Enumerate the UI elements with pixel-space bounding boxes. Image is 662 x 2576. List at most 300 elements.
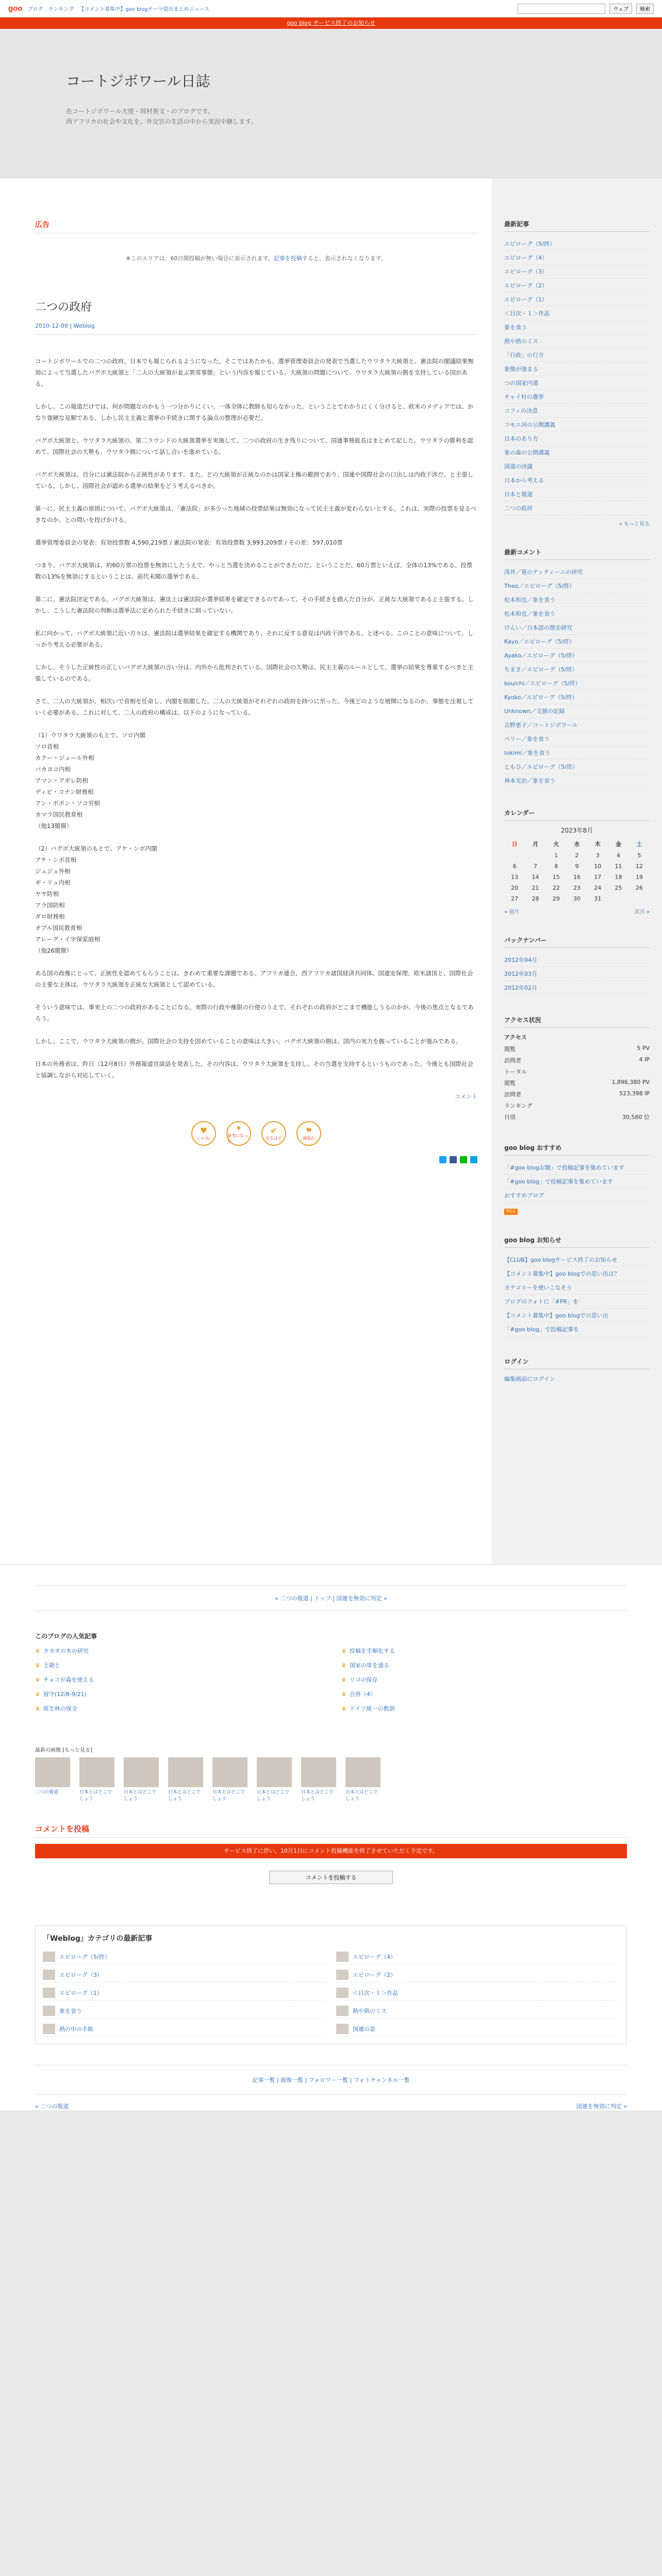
- recent-entry[interactable]: 熱や熱のミス: [504, 334, 650, 348]
- thumb-title: 二つの報道: [35, 1790, 59, 1795]
- comment-button-wrap: [35, 1871, 627, 1884]
- category-entry-thumb: [43, 2006, 55, 2016]
- cal-day: 9: [575, 863, 579, 870]
- entry-paragraph: つまり、バグボ大統領は、約60万票の投票を無効にしたうえで、やっと当選を決めることができたのだ。ということだ。60万票といえば、全体の13%である。投票数の13%を無効にするということは、前代未聞の選挙である。: [35, 562, 473, 580]
- cabinet-member: ヤヤ防相: [35, 890, 59, 897]
- recent-entry[interactable]: 「行政」の行方: [504, 348, 650, 362]
- crown-icon: ♛: [35, 1662, 40, 1669]
- comment-link[interactable]: コメント: [455, 1093, 477, 1100]
- thumb-title: 日本とはどこでしょう: [257, 1790, 290, 1802]
- blog-description: [66, 106, 662, 127]
- popular-item[interactable]: [35, 1673, 321, 1686]
- entry-category[interactable]: Weblog: [73, 323, 95, 329]
- service-notice-bar: [0, 18, 662, 29]
- thumb-title: 日本とはどこでしょう: [212, 1790, 245, 1802]
- cal-day: 2: [575, 852, 579, 859]
- image-thumb[interactable]: [345, 1757, 380, 1803]
- entry-date: 2010-12-09: [35, 323, 68, 329]
- prev-entry-link[interactable]: « 二つの報道: [35, 2103, 69, 2110]
- recommend-heading: goo blog おすすめ: [504, 1143, 650, 1156]
- cabinet-b-list: [35, 843, 477, 956]
- backnumber-item[interactable]: 2012年03月: [504, 967, 650, 981]
- cal-day: 22: [552, 885, 560, 891]
- recent-comment[interactable]: 松本和也／象を食う: [504, 607, 650, 621]
- category-entry[interactable]: [336, 1968, 619, 1982]
- category-entry[interactable]: [336, 1950, 619, 1964]
- cabinet-member: ソロ首相: [35, 743, 59, 750]
- content-wrap: [0, 178, 662, 1564]
- main-column: [0, 178, 492, 1564]
- recent-comment[interactable]: 神本光治／象を食う: [504, 774, 650, 788]
- search-button[interactable]: 検索: [636, 4, 654, 14]
- news-item[interactable]: 【コメント募集中】goo blogでの思い出は？: [504, 1267, 650, 1281]
- category-entry-label: 熱や熱のミス: [353, 2008, 387, 2014]
- news-block: [504, 1235, 650, 1336]
- line-share-icon[interactable]: [460, 1156, 467, 1163]
- recent-comment[interactable]: ちまき／エピローグ（5/終）: [504, 663, 650, 676]
- thumb-image: [124, 1757, 159, 1787]
- recent-entries-heading: 最新記事: [504, 219, 650, 232]
- recent-comment[interactable]: Ayako／エピローグ（5/終）: [504, 649, 650, 663]
- cabinet-member: アン・ボボン・ソコ労相: [35, 800, 100, 807]
- recent-more-link[interactable]: » もっと見る: [619, 521, 650, 527]
- access-row-value: 30,580 位: [622, 1114, 650, 1121]
- image-thumb[interactable]: [212, 1757, 247, 1803]
- ad-text-before: ※このエリアは、60日間投稿が無い場合に表示されます。: [126, 255, 274, 262]
- news-item[interactable]: カテゴリーを使いこなそう: [504, 1281, 650, 1295]
- goo-link-blog[interactable]: ブログ: [27, 7, 43, 12]
- image-thumb[interactable]: [301, 1757, 336, 1803]
- image-thumb[interactable]: [35, 1757, 70, 1803]
- ad-text: [35, 254, 477, 262]
- calendar-prev-link[interactable]: « 前月: [504, 909, 520, 915]
- cabinet-member: ディビ・コナン財務相: [35, 788, 94, 795]
- cabinet-member: アケ・ンボ首相: [35, 856, 77, 863]
- crown-icon: ♛: [35, 1648, 40, 1654]
- thumb-title: 日本とはどこでしょう: [301, 1790, 334, 1802]
- cabinet-member: アレーグ・イ宇保家庭相: [35, 936, 101, 943]
- lower-section: [0, 1564, 662, 2110]
- thumb-image: [301, 1757, 336, 1787]
- popular-item[interactable]: [341, 1702, 627, 1715]
- popular-item-label: 留守(12/8-9/21): [43, 1691, 87, 1698]
- backnumber-item[interactable]: 2012年04月: [504, 953, 650, 967]
- recent-comment[interactable]: Unknown／支援の記録: [504, 704, 650, 718]
- recent-entry[interactable]: エピローグ（3）: [504, 265, 650, 279]
- access-row-label: 訪問者: [504, 1091, 521, 1098]
- ad-title: 広告: [35, 219, 477, 233]
- cal-day: 20: [511, 885, 519, 891]
- entry-paragraph: バグボ大統領と、ウワタラ大統領の、第二ラウンドの大統領選挙を実施して、二つの政府の生き残りについて、国連事務総長はまとめて記した。ウワタラの勝利を認めて、国際社会の大勢も、ウワタラ側について話し合いを進めている。: [35, 437, 473, 455]
- rss-icon[interactable]: RSS: [504, 1209, 518, 1215]
- cal-weekday: 日: [511, 841, 518, 848]
- thumb-image: [212, 1757, 247, 1787]
- cal-day: 29: [552, 895, 560, 902]
- cal-day: 18: [615, 874, 622, 880]
- access-row: [504, 1111, 650, 1123]
- category-entry-label: エピローグ（2）: [353, 1972, 396, 1978]
- cal-day: 30: [573, 895, 581, 902]
- recent-entry[interactable]: 象を食う: [504, 320, 650, 334]
- cal-weekday: 金: [616, 841, 622, 848]
- category-entry-thumb: [43, 1970, 55, 1980]
- recent-entry[interactable]: ＜目次・１＞作品: [504, 307, 650, 320]
- news-heading: goo blog お知らせ: [504, 1235, 650, 1248]
- cal-day: 25: [615, 885, 622, 891]
- popular-item-label: 原生林の保全: [43, 1705, 77, 1712]
- cabinet-member: （他26閣僚）: [35, 947, 73, 954]
- news-item[interactable]: 【コメント募集中】goo blogでの思い出: [504, 1309, 650, 1323]
- recent-entry[interactable]: コモエ河の公開講義: [504, 418, 650, 432]
- goo-links: [28, 5, 210, 12]
- recent-entry[interactable]: 象徴が強まる: [504, 362, 650, 376]
- entry-title[interactable]: 二つの政府: [35, 301, 92, 314]
- ad-post-link[interactable]: 記事を投稿: [273, 255, 302, 262]
- cal-day: 6: [512, 863, 517, 870]
- recent-entry[interactable]: エピローグ（2）: [504, 279, 650, 293]
- crown-icon: ♛: [341, 1691, 346, 1698]
- category-entry-thumb: [336, 1988, 349, 1998]
- thumb-image: [345, 1757, 380, 1787]
- cal-day: 11: [615, 863, 622, 870]
- crown-icon: ♛: [341, 1648, 346, 1654]
- cal-day: 10: [594, 863, 602, 870]
- recent-entry[interactable]: 日本と報道: [504, 487, 650, 501]
- cal-day: 8: [554, 863, 558, 870]
- crown-icon: ♛: [341, 1705, 346, 1712]
- backnumber-item[interactable]: 2012年02月: [504, 981, 650, 995]
- cal-day: 13: [511, 874, 519, 880]
- popular-item-label: ドイツ統一の教訓: [349, 1705, 395, 1712]
- goo-link-ranking[interactable]: ランキング: [48, 7, 74, 12]
- cal-day: 23: [573, 885, 581, 891]
- entry-meta: 2010-12-09 | Weblog: [35, 323, 477, 335]
- recent-comment[interactable]: Theo／エピローグ（5/終）: [504, 579, 650, 593]
- thumb-image: [79, 1757, 114, 1787]
- cal-weekday: 水: [574, 841, 580, 848]
- image-thumb[interactable]: [168, 1757, 203, 1803]
- popular-item[interactable]: [341, 1659, 627, 1671]
- popular-item[interactable]: [341, 1673, 627, 1686]
- cabinet-member: アラ国防相: [35, 902, 65, 909]
- entry-paragraph: 私に向かって、バグボ大統領に近い方々は、憲法院は選挙結果を確定する機関であり、それに反する意見は内政干渉である、と述べる。このことの意味について、しっかり考える必要がある。: [35, 630, 474, 648]
- cabinet-a-head: （1）ウワタラ大統領のもとで、ソロ内閣: [35, 732, 145, 739]
- next-entry-link[interactable]: 国連を無効に判定 »: [576, 2103, 627, 2110]
- access-row-label: 訪問者: [504, 1057, 521, 1064]
- popular-item-label: リゴの保存: [349, 1676, 378, 1683]
- recommend-list: [504, 1161, 650, 1202]
- entry-pager[interactable]: « 二つの報道 | トップ | 国連を無効に判定 »: [35, 1585, 627, 1611]
- category-entry[interactable]: [43, 1950, 326, 1964]
- image-thumb[interactable]: [124, 1757, 159, 1803]
- category-entry-label: 象を食う: [59, 2008, 82, 2014]
- reaction-row: [35, 1121, 477, 1146]
- access-row: [504, 1100, 650, 1111]
- cal-weekday: 木: [594, 841, 601, 848]
- access-row-value: 4 IP: [639, 1056, 650, 1063]
- login-block: [504, 1357, 650, 1383]
- entry-paragraph: しかし、ここで、ウワタラ大統領の側が、国際社会の支持を固めていることの意味は大きい。バグボ大統領の側は、国内の実力を握っていることが強みである。: [35, 1038, 462, 1045]
- recent-entry[interactable]: コフィの決意: [504, 404, 650, 418]
- reaction-label: 参考になった: [227, 1133, 248, 1144]
- thumb-title: 日本とはどこでしょう: [124, 1790, 157, 1802]
- recent-entry[interactable]: つの国家内道: [504, 376, 650, 390]
- category-entry-thumb: [336, 2006, 349, 2016]
- popular-item-label: 投稿を手順化する: [349, 1648, 395, 1654]
- category-entry[interactable]: [336, 2022, 619, 2037]
- facebook-share-icon[interactable]: [450, 1156, 457, 1163]
- access-row-value: 1,896,380 PV: [611, 1079, 650, 1086]
- access-row-label: 閲覧: [504, 1046, 516, 1053]
- access-row: [504, 1066, 650, 1077]
- latest-images: [35, 1757, 627, 1803]
- access-row-label: ランキング: [504, 1103, 533, 1109]
- category-entry-thumb: [43, 2024, 55, 2034]
- crown-icon: ♛: [35, 1705, 40, 1712]
- backnumber-list: [504, 953, 650, 995]
- access-row-label: 閲覧: [504, 1080, 516, 1087]
- ad-text-after: すると、表示されなくなります。: [302, 255, 387, 262]
- cabinet-member: オブル国民教育相: [35, 924, 82, 931]
- category-entry[interactable]: [336, 2004, 619, 2019]
- backnumbers: [504, 936, 650, 995]
- recommend-item[interactable]: 「#goo blog」で投稿記事を集めています: [504, 1175, 650, 1189]
- cabinet-a-list: [35, 730, 477, 832]
- access-row-label: トータル: [504, 1069, 527, 1075]
- recent-comment[interactable]: Kayo／エピローグ（5/終）: [504, 635, 650, 649]
- popular-item[interactable]: [35, 1659, 321, 1671]
- access-row-label: 日別: [504, 1114, 516, 1121]
- access-row-value: 5 PV: [637, 1045, 650, 1052]
- twitter-share-icon[interactable]: [439, 1156, 446, 1163]
- entry-paragraph: そういう意味では、事実上の二つの政府があることになる。実際の行政や権限の行使のうえで、それぞれの政府がどこまで機能しうるのかが、今後の焦点となるであろう。: [35, 1004, 474, 1022]
- entry-paragraph: 選挙管理委員会の発表：有効投票数 4,590,219票 / 憲法院の発表：有効投票数 3,993,209票 / その差：597,010票: [35, 539, 343, 546]
- cal-day: 7: [533, 863, 537, 870]
- popular-item[interactable]: [35, 1702, 321, 1715]
- popular-item-label: 国家の扉を通る: [349, 1662, 389, 1669]
- reaction-button[interactable]: [226, 1121, 251, 1146]
- entry-paragraph: 第二に、憲法院決定である。バグボ大統領は、憲法上は憲法院が選挙結果を確定できるのであって、その手続きを踏んだ自分が、正統な大統領であると主張する。しかし、こうした憲法院の判断は選挙法に定められた手続きに則っていない。: [35, 596, 474, 614]
- recent-comment[interactable]: ベリー／象を食う: [504, 732, 650, 746]
- cal-day: 3: [595, 852, 600, 859]
- cal-weekday: 土: [636, 841, 642, 848]
- category-entry-thumb: [336, 1970, 349, 1980]
- category-latest-heading: 「Weblog」カテゴリの最新記事: [43, 1935, 153, 1943]
- goo-link-news[interactable]: 【コメント募集中】goo blogテーマ提出まとめニュース: [79, 7, 210, 12]
- reaction-button[interactable]: [296, 1121, 321, 1146]
- recent-comment[interactable]: 吉野恵子／コートジボワール: [504, 718, 650, 732]
- cal-weekday: 火: [553, 841, 559, 848]
- post-comment-button[interactable]: コメントを投稿する: [269, 1871, 393, 1884]
- image-thumb[interactable]: [257, 1757, 292, 1803]
- thumb-title: 日本とはどこでしょう: [168, 1790, 201, 1802]
- footer-nav[interactable]: 記事一覧 | 画像一覧 | フォロワー一覧 | フォトチャンネル一覧: [35, 2065, 627, 2095]
- crown-icon: ♛: [341, 1662, 346, 1669]
- access-heading: アクセス状況: [504, 1015, 650, 1028]
- calendar-month: 2023年8月: [560, 827, 593, 834]
- recent-comments-list: [504, 565, 650, 788]
- category-entry[interactable]: [336, 1986, 619, 2001]
- popular-item[interactable]: [35, 1688, 321, 1700]
- recent-comment[interactable]: 浅井／夏のティティーニの研究: [504, 565, 650, 579]
- thumb-title: 日本とはどこでしょう: [345, 1790, 378, 1802]
- cal-day: 27: [511, 895, 519, 902]
- cal-weekday: 月: [532, 841, 538, 848]
- access-row: [504, 1089, 650, 1100]
- category-entry-thumb: [336, 2024, 349, 2034]
- entry-paragraph: コートジボワールでの二つの政府。日本でも報じられるようになった。そこではあたかも、選挙管理委員会の発表で当選したウワタラ大統領と、憲法院の閣議結果無効によって当選したバグボ大統領と「二人の大統領が並ぶ異常事態」という内容を報じている。大統領の問題について、ウワタラ大統領の側を支持している国がある。: [35, 358, 474, 387]
- cal-day: 15: [552, 874, 560, 880]
- cal-day: 4: [617, 852, 621, 859]
- entry-paragraph: 第一に、民主主義の原則について。バグボ大統領は、「憲法院」が多少った地域の投票結果は無効になって民主主義が変わらないとする。これは、実際の投票を見るべきなのか、との問いを投げかける。: [35, 505, 477, 523]
- service-notice-link[interactable]: goo blog サービス終了のお知らせ: [287, 20, 375, 26]
- recent-entry[interactable]: 日本のあり方: [504, 432, 650, 446]
- popular-item[interactable]: [341, 1688, 627, 1700]
- heart-icon: ♥: [200, 1126, 208, 1136]
- category-entry-label: ＜目次・１＞作品: [353, 1990, 398, 1996]
- access-row: [504, 1055, 650, 1066]
- recent-comment[interactable]: けんい／日本語の歴史研究: [504, 621, 650, 635]
- recent-entry[interactable]: エピローグ（4）: [504, 251, 650, 265]
- entry-paragraph: しかし、そうした正統性の正しいバグボ大統領の言い分は、内外から批判されている。国際社会の大勢は、民主主義のルールとして、選挙の結果を尊重するべきと主張しているのである。: [35, 664, 474, 682]
- cabinet-member: カマラ国民教育相: [35, 811, 82, 818]
- recent-entry[interactable]: エピローグ（1）: [504, 293, 650, 307]
- category-entry-label: エピローグ（4）: [353, 1954, 396, 1960]
- backnumber-heading: バックナンバー: [504, 936, 650, 948]
- comment-notice: サービス終了に伴い、10月1日にコメント投稿機能を終了させていただく予定です。: [35, 1844, 627, 1858]
- goo-search-area: [518, 4, 654, 14]
- access-label: アクセス: [504, 1034, 527, 1041]
- calendar: [504, 808, 650, 915]
- recent-entries-list: [504, 237, 650, 515]
- recent-comment[interactable]: kouichi／エピローグ（5/終）: [504, 676, 650, 690]
- goo-bar: [0, 0, 662, 18]
- cal-day: [608, 893, 628, 904]
- access-row-value: 523,398 IP: [619, 1090, 650, 1097]
- popular-item[interactable]: [35, 1645, 321, 1657]
- hatena-share-icon[interactable]: [470, 1156, 477, 1163]
- cal-day: [525, 850, 545, 861]
- recent-entry[interactable]: 象の森の公開講義: [504, 446, 650, 460]
- cabinet-member: アマン・アギレ防相: [35, 777, 88, 784]
- cal-day: 5: [637, 852, 641, 859]
- image-thumb[interactable]: [79, 1757, 114, 1803]
- category-entry-thumb: [43, 1988, 55, 1998]
- reaction-label: なるほど: [266, 1136, 282, 1141]
- recent-entry[interactable]: 二つの政府: [504, 501, 650, 515]
- popular-item-label: 合併（4）: [349, 1691, 376, 1698]
- calendar-next-link[interactable]: 次月 »: [634, 909, 650, 915]
- news-list: [504, 1253, 650, 1336]
- blog-desc-line: 西アフリカの社会や文化を、外交官の生活の中から実況中継します。: [66, 118, 257, 125]
- cal-day: 1: [554, 852, 558, 859]
- category-entry-label: 国連の姿: [353, 2026, 375, 2032]
- cal-day: 12: [635, 863, 643, 870]
- recent-comment[interactable]: ともひ／エピローグ（5/終）: [504, 760, 650, 774]
- category-entry-thumb: [43, 1952, 55, 1962]
- goo-logo[interactable]: goo: [8, 4, 23, 13]
- entry-paragraph: バグボ大統領は、自分には憲法院から正統性があります、また、どの大統領が正統なのかは国家主権の範囲であり、国連や国際社会の口出しは内政干渉だ、と主張している。しかし、国際社会が認める選挙の結果をどう考えるべきか。: [35, 471, 474, 489]
- cal-day: 26: [635, 885, 643, 891]
- reaction-label: 頑張れ: [303, 1136, 315, 1141]
- entry-paragraph: さて、二人の大統領が、相次いで首相を任命し、内閣を組閣した。二人の大統領がそれぞれの政府を持つに至った。今後どのような展開になるのか、事態を注視していく必要がある。これに対して、二人の政府の構成は、以下のようになっている。: [35, 698, 474, 716]
- crown-icon: ♛: [35, 1676, 40, 1683]
- reaction-label: いいね: [197, 1136, 210, 1141]
- category-entry-label: エピローグ（3）: [59, 1972, 103, 1978]
- comment-heading: コメントを投稿: [35, 1823, 627, 1838]
- crown-icon: ♛: [35, 1691, 40, 1698]
- recent-comment[interactable]: tokimi／象を食う: [504, 746, 650, 760]
- cal-day: 14: [532, 874, 539, 880]
- news-item[interactable]: ブログのフォトに「#PR」を: [504, 1295, 650, 1309]
- rss-row: [504, 1208, 650, 1215]
- share-row: [35, 1156, 477, 1163]
- cal-day: [629, 893, 650, 904]
- popular-item-label: チョコが森を使える: [43, 1676, 94, 1683]
- category-entry[interactable]: [43, 1968, 326, 1982]
- category-latest: [35, 1925, 627, 2044]
- comment-link-row: [35, 1092, 477, 1100]
- recent-entry[interactable]: エピローグ（5/終）: [504, 237, 650, 251]
- cabinet-member: カクー・ジュール外相: [35, 754, 94, 761]
- category-entry-label: 熱の中の手紙: [59, 2026, 93, 2032]
- recent-entry[interactable]: チャイ村の選挙: [504, 390, 650, 404]
- category-latest-grid: [43, 1950, 619, 2037]
- recommend-item[interactable]: おすすめブログ: [504, 1189, 650, 1202]
- recent-comment[interactable]: 松本和也／象を食う: [504, 593, 650, 607]
- footer-prev-next: [35, 2102, 627, 2110]
- access-stats: [504, 1015, 650, 1123]
- popular-item-label: カカオの木の研究: [43, 1648, 89, 1654]
- category-entry[interactable]: [43, 2022, 326, 2037]
- cabinet-member: ギ・リュ内相: [35, 879, 71, 886]
- cabinet-member: （他13閣僚）: [35, 822, 73, 829]
- latest-images-heading[interactable]: 最新の画像 [もっと見る]: [35, 1748, 92, 1753]
- recent-comments-heading: 最新コメント: [504, 548, 650, 560]
- access-row: [504, 1077, 650, 1089]
- recent-entry[interactable]: 日本から考える: [504, 473, 650, 487]
- popular-item-label: 王朝と: [43, 1662, 60, 1669]
- cal-day: 28: [532, 895, 539, 902]
- recent-comment[interactable]: Kyoko／エピローグ（5/終）: [504, 690, 650, 704]
- category-entry-label: エピローグ（1）: [59, 1990, 103, 1996]
- reaction-button[interactable]: [191, 1121, 216, 1146]
- cal-day: 17: [594, 874, 602, 880]
- cabinet-member: ダロ財務相: [35, 913, 65, 920]
- check-icon: ✔: [270, 1126, 277, 1136]
- search-scope-button[interactable]: ウェブ: [609, 4, 632, 14]
- calendar-nav: [504, 907, 650, 915]
- popular-item[interactable]: [341, 1645, 627, 1657]
- blog-desc-line: 在コートジボワール大使・岡村善文・のブログです。: [66, 108, 214, 115]
- recommend-item[interactable]: 「#goo blogお題」で投稿記事を集めています: [504, 1161, 650, 1175]
- thumb-image: [257, 1757, 292, 1787]
- news-item[interactable]: 【CLUB】goo blogサービス終了のお知らせ: [504, 1253, 650, 1267]
- reaction-button[interactable]: [261, 1121, 286, 1146]
- search-input[interactable]: [518, 4, 605, 14]
- entry-paragraph: 日本の外務省は、昨日（12月8日）外務報道官談話を発表した。その内容は、ウワタラ大統領を支持し、その当選を支持するというものであった。今後とも国際社会と協調しながら対応していく。: [35, 1060, 473, 1079]
- login-heading: ログイン: [504, 1357, 650, 1369]
- flag-icon: ⚑: [305, 1126, 313, 1136]
- blog-title[interactable]: コートジボワール日誌: [66, 73, 210, 90]
- category-entry[interactable]: [43, 1986, 326, 2001]
- login-link[interactable]: 編集画面にログイン: [504, 1376, 555, 1382]
- recent-entry[interactable]: 国道の決議: [504, 460, 650, 473]
- thumb-image: [35, 1757, 70, 1787]
- calendar-heading: カレンダー: [504, 808, 650, 821]
- category-entry[interactable]: [43, 2004, 326, 2019]
- news-item[interactable]: 「#goo blog」で投稿記事を: [504, 1323, 650, 1336]
